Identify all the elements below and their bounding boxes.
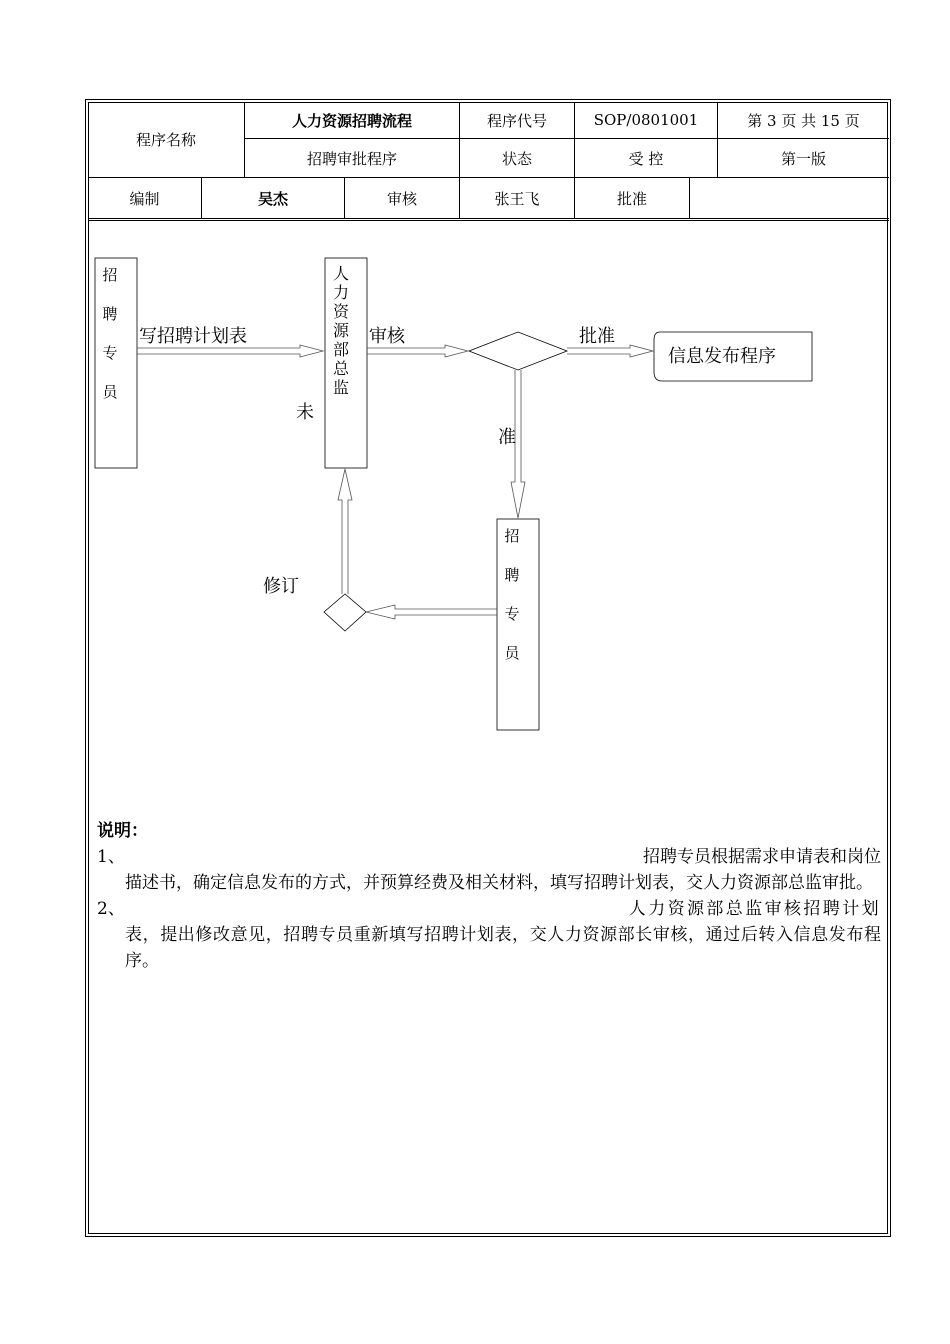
code-label: 程序代号 bbox=[486, 111, 547, 130]
note-item bbox=[97, 896, 881, 974]
hr-director-char: 人 bbox=[332, 264, 349, 283]
recruiter-char: 专 bbox=[504, 605, 520, 623]
approver-label: 批准 bbox=[616, 189, 647, 208]
hr-director-char: 资 bbox=[332, 302, 349, 321]
status-value: 受 控 bbox=[628, 149, 664, 168]
note-text: 表，提出修改意见，招聘专员重新填写招聘计划表，交人力资源部长审核，通过后转入信息发布程序。 bbox=[125, 925, 881, 971]
arrow-return bbox=[366, 605, 497, 619]
label-approve: 批准 bbox=[579, 326, 615, 347]
program-subtitle: 招聘审批程序 bbox=[306, 149, 397, 168]
recruiter-char: 员 bbox=[102, 383, 118, 401]
hr-director-char: 总 bbox=[332, 359, 349, 378]
recruiter-char: 员 bbox=[504, 644, 520, 662]
note-number: 1、 bbox=[97, 847, 125, 867]
note-number: 2、 bbox=[97, 899, 125, 919]
hr-director-char: 部 bbox=[332, 340, 349, 359]
recruiter-box-2-label bbox=[491, 517, 533, 673]
review-decision-diamond bbox=[469, 332, 567, 370]
editor-name: 吴杰 bbox=[257, 189, 288, 208]
label-fill-plan: 写招聘计划表 bbox=[139, 326, 247, 347]
status-label: 状态 bbox=[501, 149, 532, 168]
hr-director-char: 力 bbox=[332, 283, 349, 302]
note-first-line: 招聘专员根据需求申请表和岗位 bbox=[643, 847, 881, 867]
recruiter-char: 聘 bbox=[102, 305, 118, 323]
recruiter-box-label bbox=[89, 256, 131, 412]
hr-director-char: 源 bbox=[332, 321, 349, 340]
label-not: 未 bbox=[296, 402, 314, 423]
note-text: 描述书，确定信息发布的方式，并预算经费及相关材料，填写招聘计划表，交人力资源部总监审批。 bbox=[125, 873, 873, 893]
recruiter-char: 招 bbox=[504, 527, 520, 545]
note-first-line: 人力资源部总监审核招聘计划 bbox=[628, 899, 881, 919]
recruiter-char: 招 bbox=[102, 266, 118, 284]
notes-heading: 说明： bbox=[97, 821, 148, 841]
page-info: 第 3 页 共 15 页 bbox=[747, 111, 860, 130]
code-value: SOP/0801001 bbox=[593, 111, 699, 129]
editor-label: 编制 bbox=[129, 189, 160, 208]
notes-section bbox=[97, 818, 881, 974]
revise-decision-diamond bbox=[324, 594, 366, 631]
hr-director-box-label bbox=[320, 264, 362, 397]
label-review: 审核 bbox=[369, 326, 405, 347]
recruiter-char: 专 bbox=[102, 344, 118, 362]
program-title: 人力资源招聘流程 bbox=[291, 111, 412, 130]
label-approved: 准 bbox=[498, 427, 516, 448]
program-name-label: 程序名称 bbox=[135, 131, 196, 149]
arrow-revise bbox=[338, 469, 352, 594]
label-revise: 修订 bbox=[263, 576, 299, 597]
edition: 第一版 bbox=[780, 149, 826, 168]
publish-box-label: 信息发布程序 bbox=[668, 346, 776, 367]
reviewer-name: 张王飞 bbox=[494, 189, 540, 208]
note-item bbox=[97, 844, 881, 896]
reviewer-label: 审核 bbox=[386, 189, 417, 208]
recruiter-char: 聘 bbox=[504, 566, 520, 584]
hr-director-char: 监 bbox=[332, 378, 349, 397]
